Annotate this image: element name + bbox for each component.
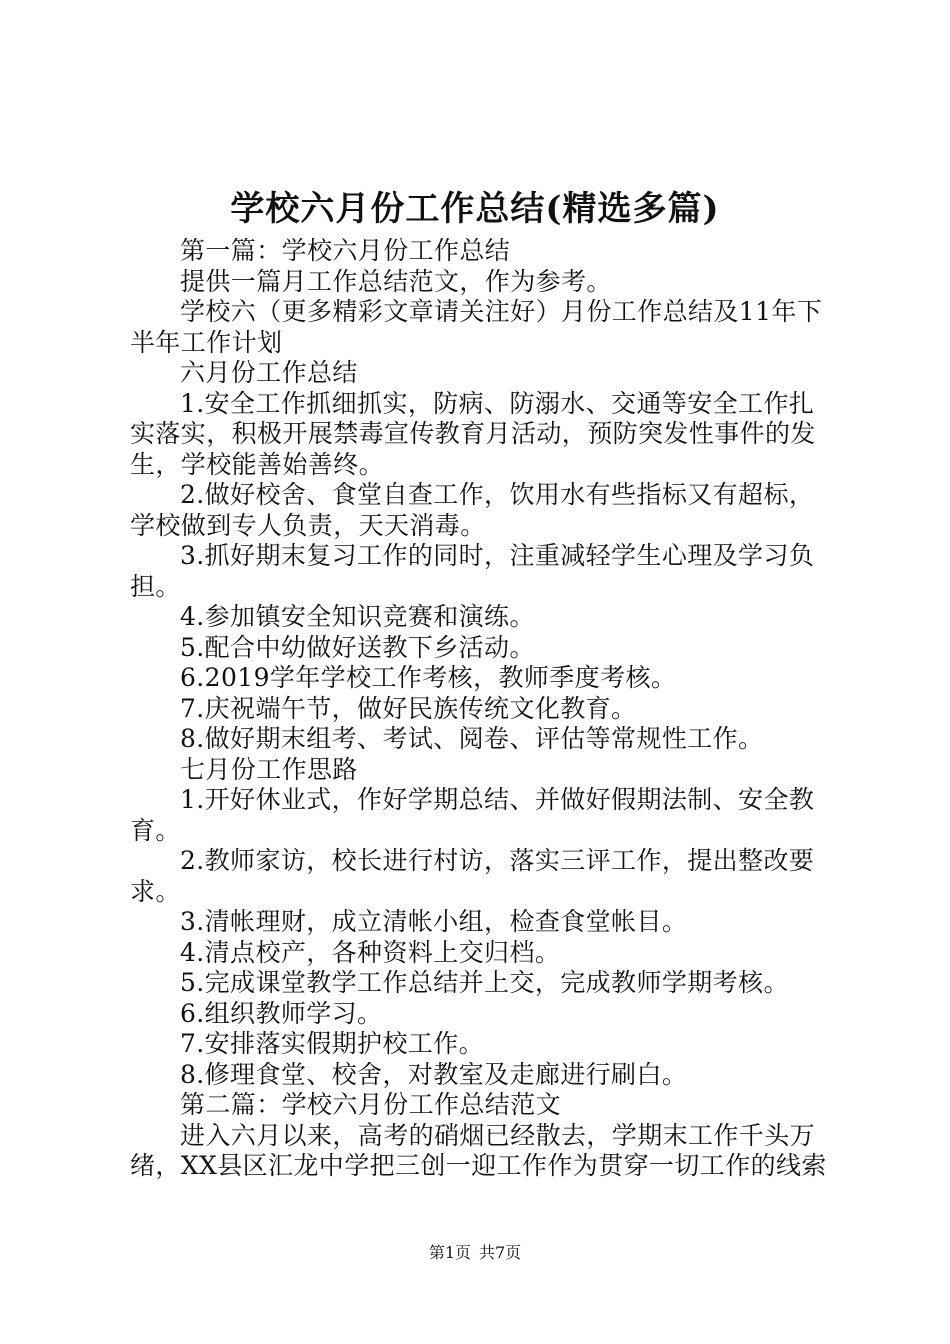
list-item: 4.参加镇安全知识竞赛和演练。 (180, 602, 535, 631)
list-item: 2.教师家访，校长进行村访，落实三评工作，提出整改要求。 (130, 846, 815, 906)
list-item: 1.安全工作抓细抓实，防病、防溺水、交通等安全工作扎实落实，积极开展禁毒宣传教育月活动，预防突发性事件的发生，学校能善始善终。 (130, 388, 816, 479)
page-number: 第1页 (428, 1243, 471, 1262)
list-item: 3.清帐理财，成立清帐小组，检查食堂帐目。 (180, 907, 688, 936)
list-item: 7.安排落实假期护校工作。 (180, 1029, 485, 1058)
paragraph: 进入六月以来，高考的硝烟已经散去，学期末工作千头万绪，XX县区汇龙中学把三创一迎工作作为贯穿一切工作的线索 (130, 1120, 827, 1180)
page-footer (0, 1243, 950, 1263)
paragraph: 学校六（更多精彩文章请关注好）月份工作总结及11年下半年工作计划 (130, 297, 823, 357)
subsection-heading: 七月份工作思路 (180, 754, 358, 784)
subsection-heading: 六月份工作总结 (180, 358, 358, 387)
document-title: 学校六月份工作总结(精选多篇) (230, 189, 720, 229)
list-item: 6.2019学年学校工作考核，教师季度考核。 (180, 663, 677, 692)
list-item: 1.开好休业式，作好学期总结、并做好假期法制、安全教育。 (130, 785, 815, 845)
paragraph: 提供一篇月工作总结范文，作为参考。 (180, 266, 612, 296)
document-body (130, 236, 830, 1182)
list-item: 2.做好校舍、食堂自查工作，饮用水有些指标又有超标，学校做到专人负责，天天消毒。 (130, 480, 815, 540)
list-item: 8.修理食堂、校舍，对教室及走廊进行刷白。 (180, 1059, 688, 1089)
section-heading: 第一篇：学校六月份工作总结 (180, 236, 511, 265)
page-total: 共7页 (479, 1243, 522, 1262)
list-item: 7.庆祝端午节，做好民族传统文化教育。 (180, 693, 637, 723)
list-item: 5.配合中幼做好送教下乡活动。 (180, 632, 535, 662)
list-item: 4.清点校产，各种资料上交归档。 (180, 937, 561, 967)
list-item: 8.做好期末组考、考试、阅卷、评估等常规性工作。 (180, 724, 764, 753)
list-item: 6.组织教师学习。 (180, 998, 383, 1028)
list-item: 5.完成课堂教学工作总结并上交，完成教师学期考核。 (180, 968, 789, 997)
list-item: 3.抓好期末复习工作的同时，注重减轻学生心理及学习负担。 (130, 541, 815, 601)
section-heading: 第二篇：学校六月份工作总结范文 (180, 1090, 562, 1119)
